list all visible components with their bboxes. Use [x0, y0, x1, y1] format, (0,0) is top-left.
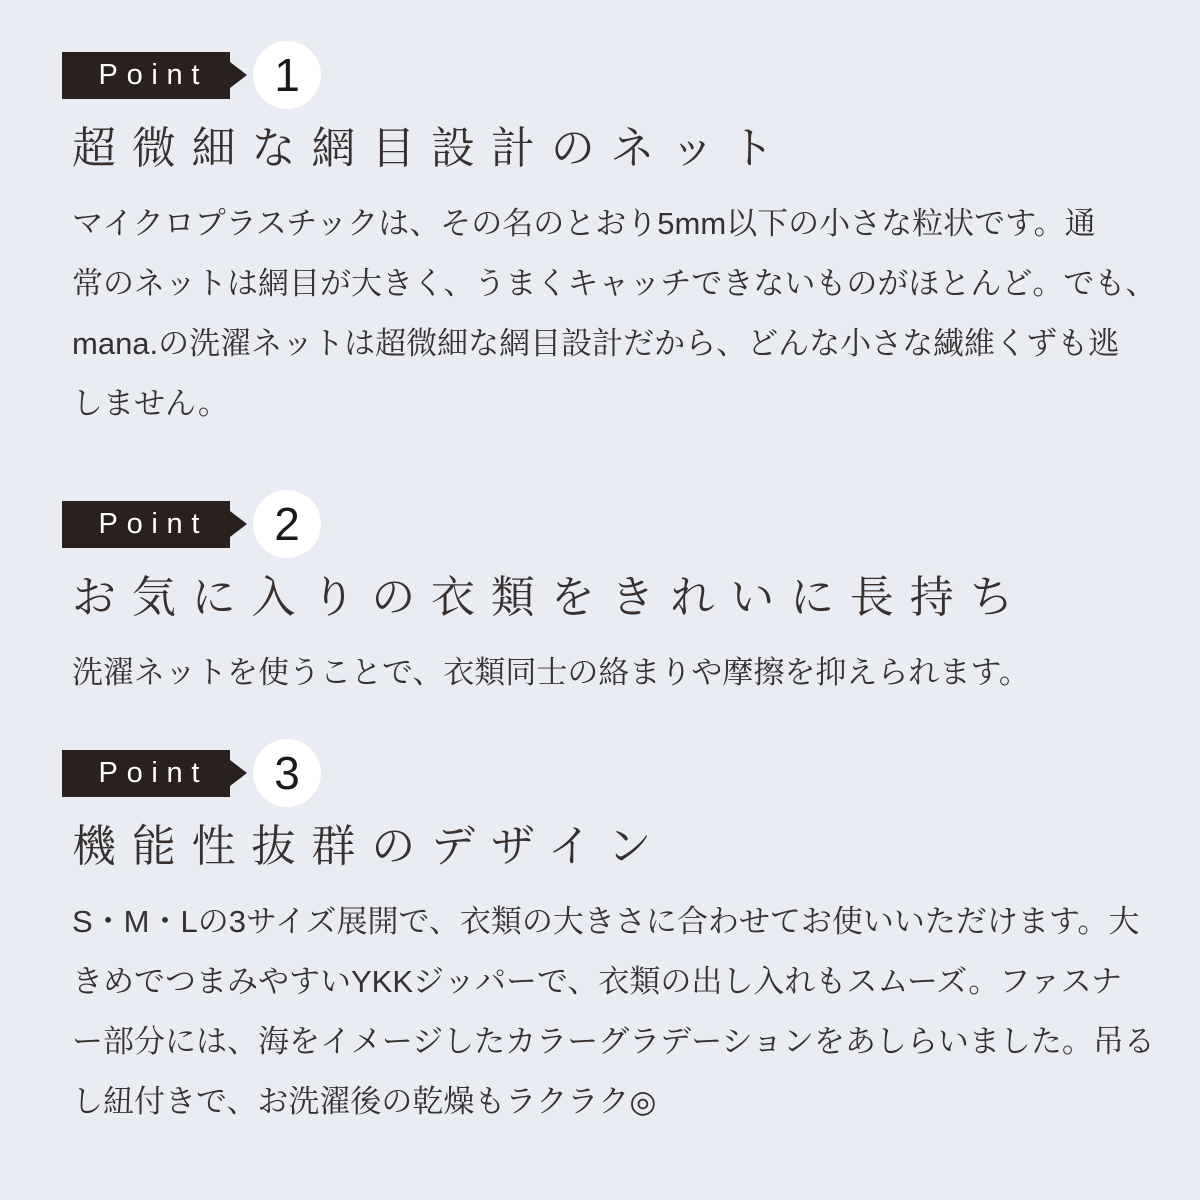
point-body	[72, 194, 1157, 434]
body-line: 洗濯ネットを使うことで、衣類同士の絡まりや摩擦を抑えられます。	[72, 655, 1030, 690]
point-header	[62, 739, 1150, 807]
point-badge	[62, 750, 230, 797]
body-line: マイクロプラスチックは、その名のとおり5mm以下の小さな粒状です。通	[72, 206, 1096, 241]
body-line: 常のネットは網目が大きく、うまくキャッチできないものがほとんど。でも、	[72, 266, 1157, 301]
badge-arrow-icon	[230, 62, 247, 88]
point-heading: 機能性抜群のデザイン	[72, 822, 668, 871]
point-number: 1	[274, 49, 300, 101]
point-section-1	[62, 41, 1157, 434]
point-section-3	[62, 739, 1155, 1132]
point-badge	[62, 52, 230, 99]
badge-arrow-icon	[230, 511, 247, 537]
body-line: し紐付きで、お洗濯後の乾燥もラクラク◎	[72, 1084, 657, 1119]
point-heading: 超微細な網目設計のネット	[72, 124, 791, 173]
point-badge-label: Point	[98, 507, 209, 540]
body-line: きめでつまみやすいYKKジッパーで、衣類の出し入れもスムーズ。ファスナ	[72, 964, 1122, 999]
body-line: S・M・Lの3サイズ展開で、衣類の大きさに合わせてお使いいただけます。大	[72, 904, 1140, 939]
body-line: mana.の洗濯ネットは超微細な網目設計だから、どんな小さな繊維くずも逃	[72, 326, 1120, 361]
point-body	[72, 643, 1150, 703]
point-header	[62, 41, 1150, 109]
point-section-2	[62, 490, 1150, 703]
point-number: 2	[274, 498, 300, 550]
point-badge-label: Point	[98, 58, 209, 91]
point-number-circle	[253, 739, 321, 807]
point-header	[62, 490, 1150, 558]
body-line: ー部分には、海をイメージしたカラーグラデーションをあしらいました。吊る	[72, 1024, 1155, 1059]
point-heading: お気に入りの衣類をきれいに長持ち	[72, 573, 1030, 622]
point-badge-label: Point	[98, 756, 209, 789]
point-number: 3	[274, 747, 300, 799]
point-number-circle	[253, 490, 321, 558]
point-badge	[62, 501, 230, 548]
point-body	[72, 892, 1155, 1132]
point-number-circle	[253, 41, 321, 109]
body-line: しません。	[72, 386, 229, 421]
badge-arrow-icon	[230, 760, 247, 786]
